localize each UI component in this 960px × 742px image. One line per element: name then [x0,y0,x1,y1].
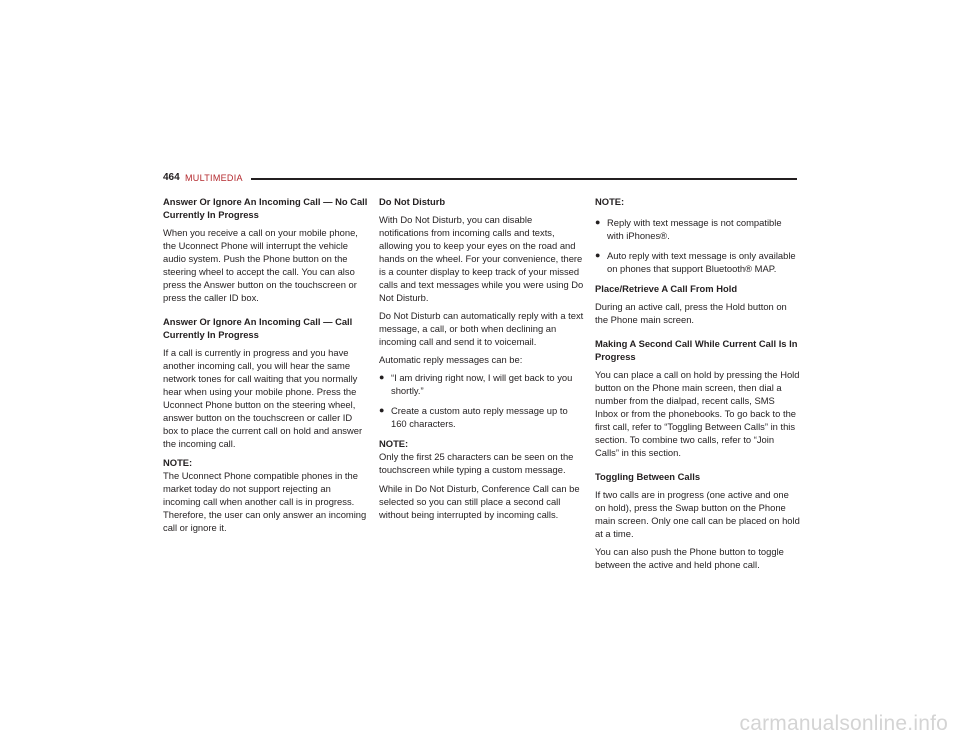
note-label: NOTE: [379,438,409,449]
paragraph: You can place a call on hold by pressing the Hold button on the Phone main screen, then dial a number from the dialpad, recent calls, SMS Inbox or from the phonebooks. To go back to the first call, refer to “Toggling Between Calls” in this section. To combine two calls, refer to “Join Calls” in this section. [595,369,800,458]
heading-do-not-disturb: Do Not Disturb [379,196,446,207]
heading-answer-call-in-progress: Answer Or Ignore An Incoming Call — Call Currently In Progress [163,316,353,340]
paragraph: With Do Not Disturb, you can disable notifications from incoming calls and texts, allowing you to keep your eyes on the road and hands on the wheel. For your convenience, there is a counter display to keep track of your missed calls and text messages while you were using Do Not Disturb. [379,214,584,303]
paragraph: If a call is currently in progress and you have another incoming call, you will hear the same network tones for call waiting that you normally hear when using your mobile phone. Press the Uconnect Phone button on the steering wheel, answer button on the touchscreen or caller ID box to place the current call on hold and answer the incoming call. [163,347,363,449]
note-text: Only the first 25 characters can be seen on the touchscreen while typing a custom message. [379,451,574,475]
paragraph: If two calls are in progress (one active and one on hold), press the Swap button on the Phone main screen. Only one call can be placed on hold at a time. [595,489,800,539]
bullet-list [595,216,800,275]
note-label: NOTE: [595,196,625,207]
heading-answer-no-call: Answer Or Ignore An Incoming Call — No Call Currently In Progress [163,196,368,220]
paragraph: During an active call, press the Hold button on the Phone main screen. [595,301,787,325]
bullet-icon: ● [595,217,601,227]
section-title: MULTIMEDIA [185,173,243,183]
bullet-list [379,371,584,430]
bullet-icon: ● [595,250,601,260]
header-rule [251,178,797,180]
paragraph: Do Not Disturb can automatically reply with a text message, a call, or both when declining an incoming call and send it to voicemail. [379,310,584,347]
bullet-icon: ● [379,372,385,382]
list-item: ● “I am driving right now, I will get back to you shortly.” [379,372,573,396]
heading-second-call: Making A Second Call While Current Call Is In Progress [595,338,798,362]
watermark: carmanualsonline.info [739,712,948,735]
paragraph: When you receive a call on your mobile phone, the Uconnect Phone will interrupt the vehicle audio system. Push the Phone button on the steering wheel to accept the call. You can also press the Answer button on the touchscreen or press the caller ID box. [163,227,358,303]
note-label: NOTE: [163,457,193,468]
page-header [163,172,797,186]
page-number: 464 [163,172,180,183]
list-item: ● Auto reply with text message is only available on phones that support Bluetooth® MAP. [595,250,796,274]
column-3 [595,195,800,576]
column-2 [379,195,584,526]
heading-toggling-calls: Toggling Between Calls [595,471,701,482]
paragraph: You can also push the Phone button to toggle between the active and held phone call. [595,546,784,570]
list-item: ● Create a custom auto reply message up to 160 characters. [379,405,568,429]
bullet-icon: ● [379,405,385,415]
paragraph: While in Do Not Disturb, Conference Call can be selected so you can still place a second call without being interrupted by incoming calls. [379,483,580,520]
column-1 [163,195,368,540]
list-item: ● Reply with text message is not compatible with iPhones®. [595,217,782,241]
note-text: The Uconnect Phone compatible phones in the market today do not support rejecting an incoming call when another call is in progress. Therefore, the user can only answer an incoming call or ignore it. [163,470,367,533]
paragraph: Automatic reply messages can be: [379,354,523,365]
heading-place-retrieve-hold: Place/Retrieve A Call From Hold [595,283,738,294]
